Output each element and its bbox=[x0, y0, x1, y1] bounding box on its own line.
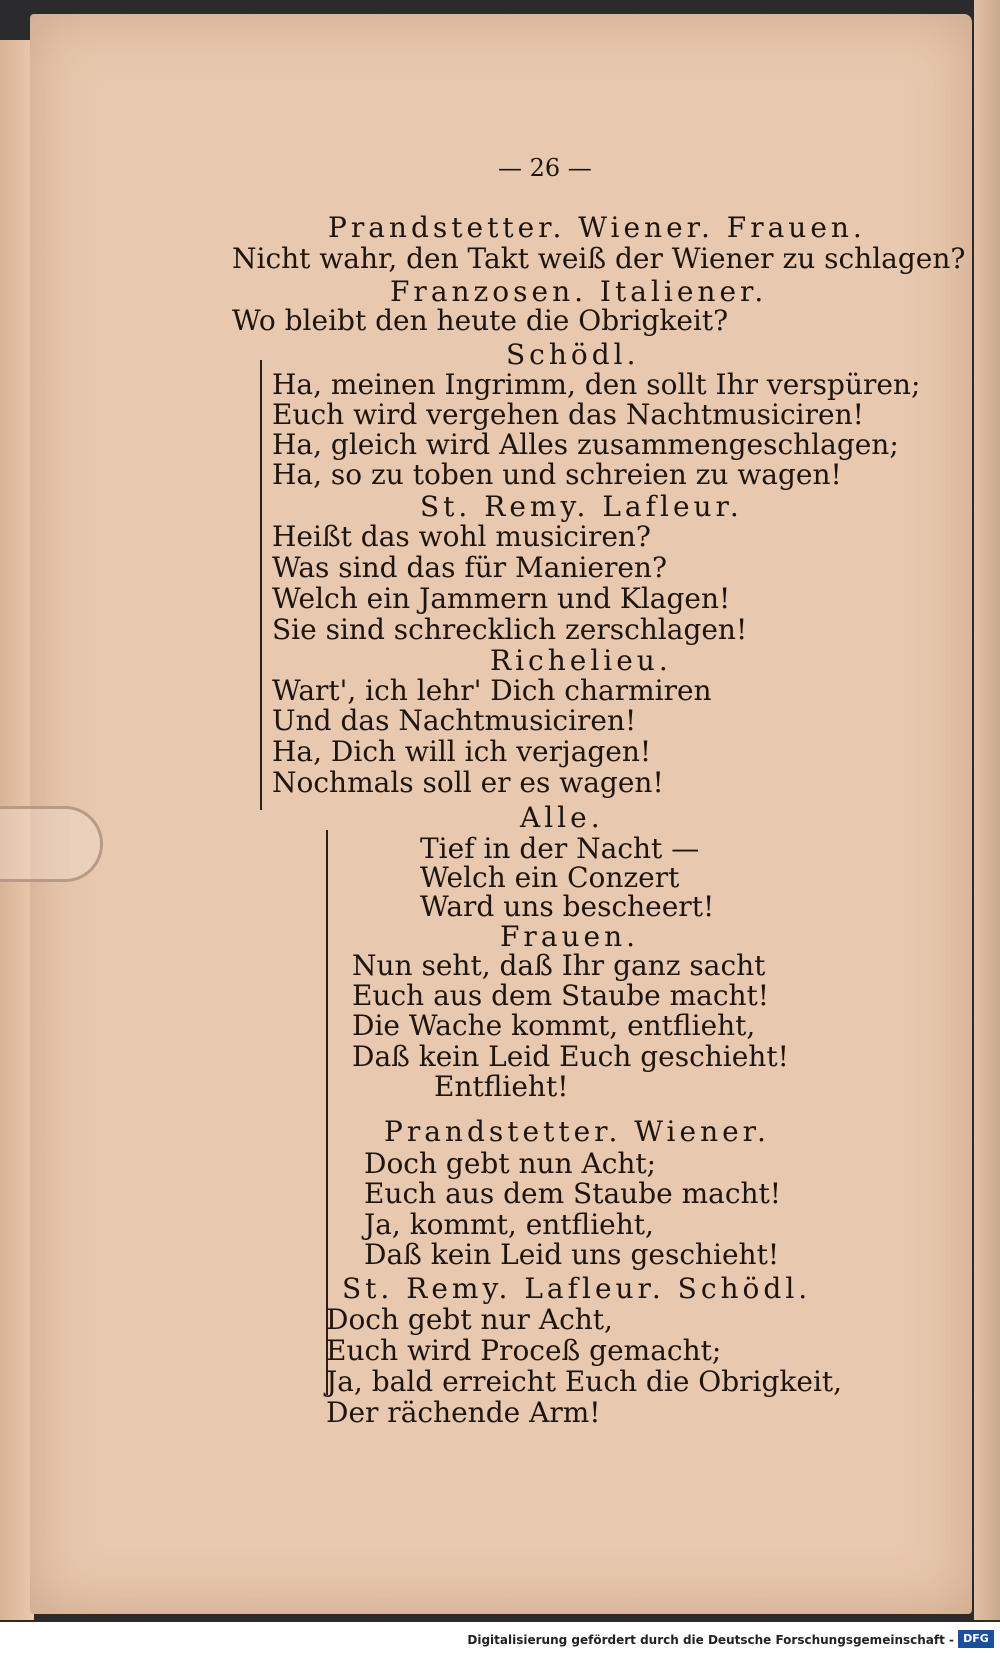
speaker-line: Alle. bbox=[520, 801, 604, 834]
verse-line: Ja, kommt, entflieht, bbox=[364, 1208, 654, 1241]
footer-credit: Digitalisierung gefördert durch die Deutsche Forschungsgemeinschaft - bbox=[467, 1633, 954, 1647]
dfg-logo: DFG bbox=[958, 1630, 994, 1648]
bracket-left bbox=[260, 360, 262, 810]
verse-line: Nochmals soll er es wagen! bbox=[272, 766, 664, 799]
speaker-line: Schödl. bbox=[506, 338, 640, 371]
verse-line: Heißt das wohl musiciren? bbox=[272, 520, 651, 553]
verse-line: Euch aus dem Staube macht! bbox=[352, 979, 770, 1012]
verse-line: Tief in der Nacht — bbox=[420, 832, 700, 865]
verse-line: Ha, gleich wird Alles zusammengeschlagen; bbox=[272, 428, 899, 461]
verse-line: Ha, Dich will ich verjagen! bbox=[272, 735, 652, 768]
verse-line: Ha, meinen Ingrimm, den sollt Ihr verspüren; bbox=[272, 368, 921, 401]
verse-line: Was sind das für Manieren? bbox=[272, 551, 667, 584]
verse-line: Doch gebt nur Acht, bbox=[326, 1303, 613, 1336]
verse-line: Welch ein Jammern und Klagen! bbox=[272, 582, 731, 615]
verse-line: Die Wache kommt, entflieht, bbox=[352, 1009, 756, 1042]
verse-line: Ward uns bescheert! bbox=[420, 890, 715, 923]
verse-line: Ha, so zu toben und schreien zu wagen! bbox=[272, 458, 842, 491]
verse-line: Daß kein Leid uns geschieht! bbox=[364, 1238, 780, 1271]
verse-line: Sie sind schrecklich zerschlagen! bbox=[272, 613, 748, 646]
verse-line: Ja, bald erreicht Euch die Obrigkeit, bbox=[326, 1365, 843, 1398]
verse-line: Daß kein Leid Euch geschieht! bbox=[352, 1040, 789, 1073]
verse-line: Und das Nachtmusiciren! bbox=[272, 704, 637, 737]
verse-line: Nicht wahr, den Takt weiß der Wiener zu schlagen? bbox=[232, 242, 966, 275]
speaker-line: Prandstetter. Wiener. Frauen. bbox=[328, 211, 866, 244]
verse-line: Welch ein Conzert bbox=[420, 861, 680, 894]
clamp-clip bbox=[0, 806, 103, 882]
speaker-line: St. Remy. Lafleur. bbox=[420, 490, 743, 523]
verse-line: Wart', ich lehr' Dich charmiren bbox=[272, 674, 712, 707]
verse-line: Euch aus dem Staube macht! bbox=[364, 1177, 782, 1210]
verse-line: Entflieht! bbox=[434, 1070, 569, 1103]
speaker-line: St. Remy. Lafleur. Schödl. bbox=[342, 1272, 812, 1305]
speaker-line: Richelieu. bbox=[490, 644, 672, 677]
page-number: — 26 — bbox=[498, 154, 592, 182]
verse-line: Euch wird vergehen das Nachtmusiciren! bbox=[272, 398, 864, 431]
book-spine-edge bbox=[974, 0, 1000, 1620]
verse-line: Euch wird Proceß gemacht; bbox=[326, 1334, 722, 1367]
speaker-line: Franzosen. Italiener. bbox=[390, 275, 768, 308]
verse-line: Nun seht, daß Ihr ganz sacht bbox=[352, 949, 766, 982]
verse-line: Der rächende Arm! bbox=[326, 1396, 601, 1429]
verse-line: Doch gebt nun Acht; bbox=[364, 1147, 657, 1180]
speaker-line: Frauen. bbox=[500, 920, 640, 953]
verse-line: Wo bleibt den heute die Obrigkeit? bbox=[232, 304, 729, 337]
speaker-line: Prandstetter. Wiener. bbox=[384, 1115, 770, 1148]
